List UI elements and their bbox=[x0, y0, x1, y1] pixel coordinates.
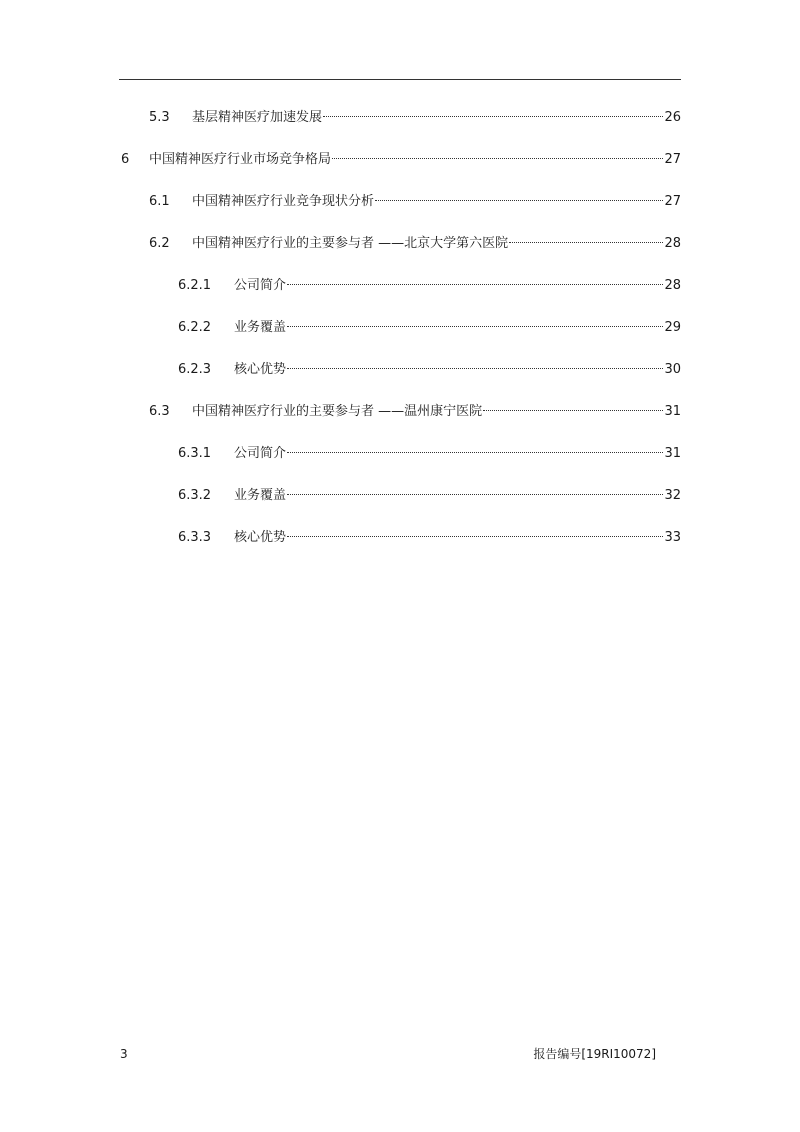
toc-entry-number: 6.3 bbox=[149, 404, 170, 419]
dot-leader bbox=[483, 410, 663, 411]
toc-entry-page: 30 bbox=[664, 362, 681, 377]
dot-leader bbox=[287, 536, 663, 537]
toc-entry-page: 27 bbox=[664, 152, 681, 167]
dot-leader bbox=[332, 158, 663, 159]
toc-entry-number: 6.1 bbox=[149, 194, 170, 209]
toc-entry-number: 6.3.3 bbox=[178, 530, 212, 545]
toc-entry-page: 26 bbox=[664, 110, 681, 125]
footer-page-number: 3 bbox=[120, 1047, 128, 1061]
toc-entry[interactable] bbox=[0, 443, 800, 465]
toc-entry-number: 6.2.3 bbox=[178, 362, 212, 377]
toc-entry-number: 6.2 bbox=[149, 236, 170, 251]
toc-entry-number: 6.3.1 bbox=[178, 446, 212, 461]
toc-entry-title: 业务覆盖 bbox=[234, 320, 287, 335]
dot-leader bbox=[509, 242, 663, 243]
toc-entry-title: 业务覆盖 bbox=[234, 488, 287, 503]
toc-entry[interactable] bbox=[0, 359, 800, 381]
dot-leader bbox=[287, 368, 663, 369]
toc-entry[interactable] bbox=[0, 275, 800, 297]
dot-leader bbox=[323, 116, 663, 117]
toc-entry[interactable] bbox=[0, 485, 800, 507]
dot-leader bbox=[287, 452, 663, 453]
toc-entry[interactable] bbox=[0, 233, 800, 255]
toc-entry-page: 31 bbox=[664, 446, 681, 461]
toc-entry-number: 6.3.2 bbox=[178, 488, 212, 503]
toc-entry-page: 28 bbox=[664, 278, 681, 293]
toc-entry-number: 5.3 bbox=[149, 110, 170, 125]
toc-entry-page: 33 bbox=[664, 530, 681, 545]
toc-entry-page: 32 bbox=[664, 488, 681, 503]
dot-leader bbox=[287, 284, 663, 285]
toc-entry-page: 27 bbox=[664, 194, 681, 209]
toc-entry-page: 28 bbox=[664, 236, 681, 251]
toc-entry-number: 6 bbox=[121, 152, 130, 167]
dot-leader bbox=[287, 494, 663, 495]
toc-entry[interactable] bbox=[0, 107, 800, 129]
footer-report-number: 报告编号[19RI10072] bbox=[533, 1047, 656, 1061]
toc-entry-page: 29 bbox=[664, 320, 681, 335]
dot-leader bbox=[375, 200, 663, 201]
toc-entry-title: 中国精神医疗行业竞争现状分析 bbox=[192, 194, 375, 209]
toc-entry[interactable] bbox=[0, 149, 800, 171]
toc-entry-number: 6.2.2 bbox=[178, 320, 212, 335]
toc-entry[interactable] bbox=[0, 317, 800, 339]
dot-leader bbox=[287, 326, 663, 327]
toc-entry-title: 中国精神医疗行业的主要参与者 ——温州康宁医院 bbox=[192, 404, 483, 419]
toc-entry[interactable] bbox=[0, 191, 800, 213]
toc-entry-title: 公司简介 bbox=[234, 278, 287, 293]
toc-entry-title: 公司简介 bbox=[234, 446, 287, 461]
toc-entry-title: 中国精神医疗行业的主要参与者 ——北京大学第六医院 bbox=[192, 236, 509, 251]
toc-entry[interactable] bbox=[0, 527, 800, 549]
toc-entry-number: 6.2.1 bbox=[178, 278, 212, 293]
toc-entry-page: 31 bbox=[664, 404, 681, 419]
toc-entry[interactable] bbox=[0, 401, 800, 423]
toc-entry-title: 基层精神医疗加速发展 bbox=[192, 110, 323, 125]
toc-entry-title: 核心优势 bbox=[234, 362, 287, 377]
toc-entry-title: 中国精神医疗行业市场竞争格局 bbox=[149, 152, 332, 167]
toc-entry-title: 核心优势 bbox=[234, 530, 287, 545]
header-rule bbox=[119, 79, 681, 80]
